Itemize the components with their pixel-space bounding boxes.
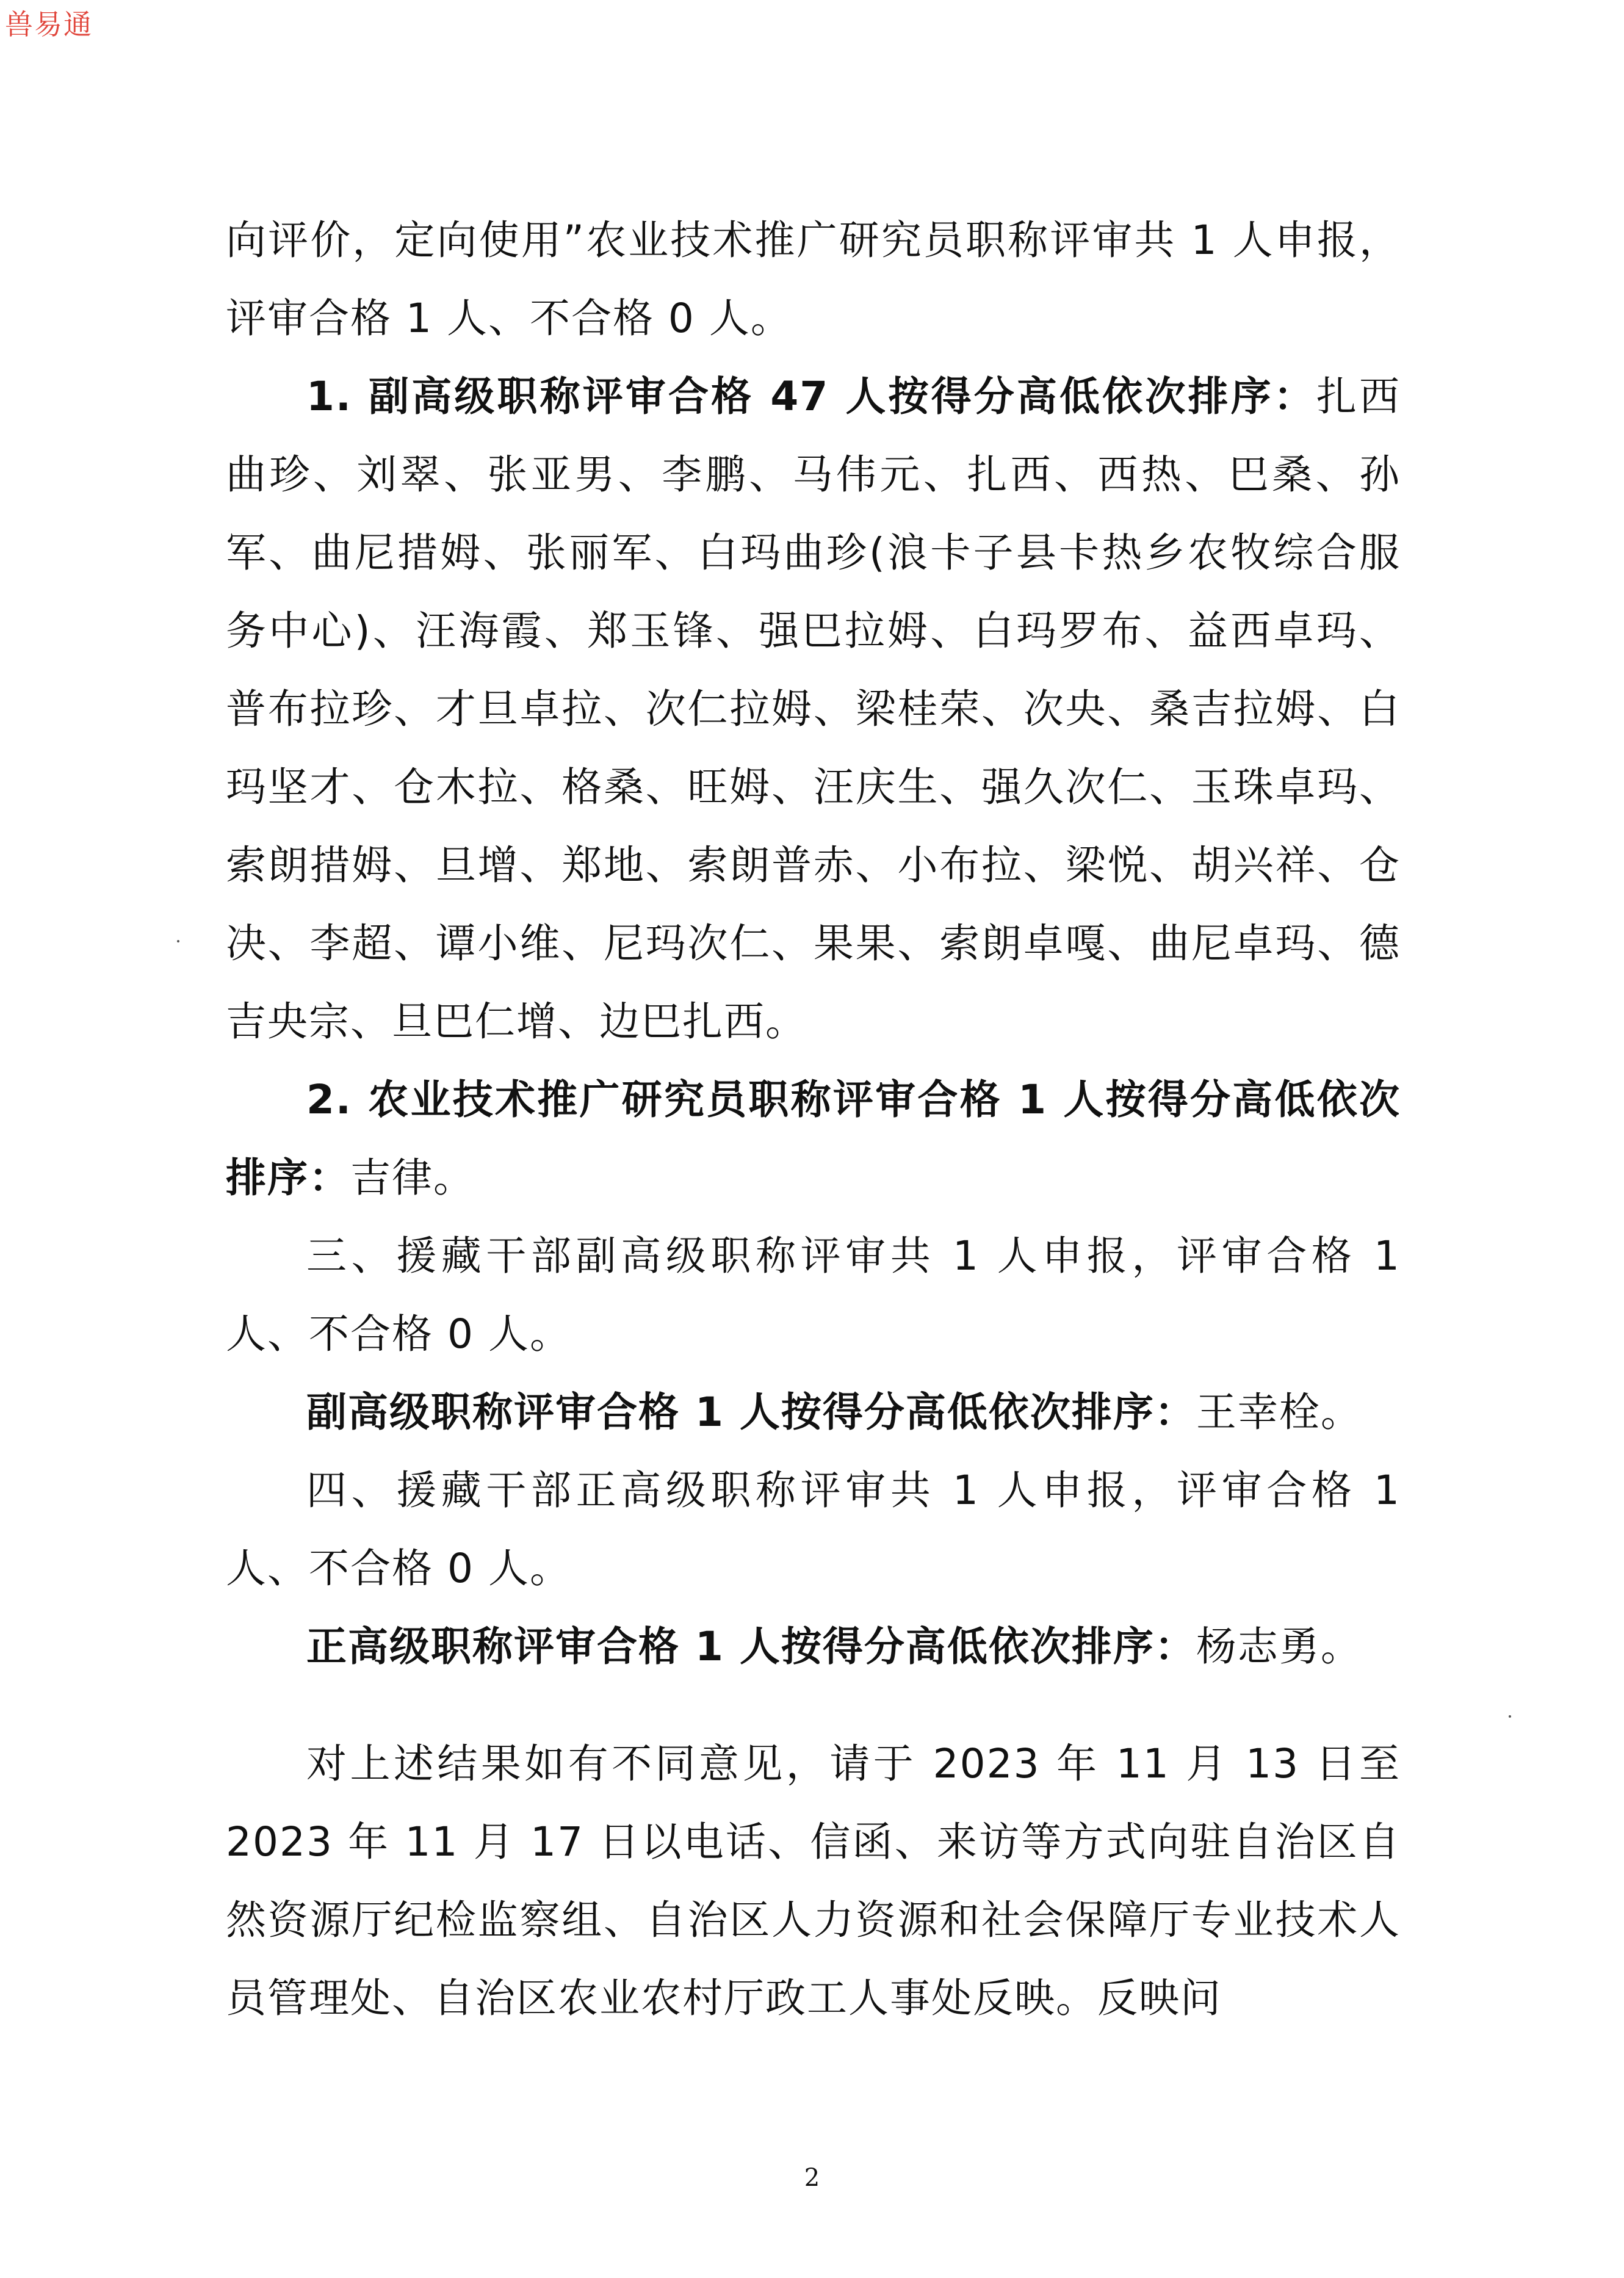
associate-senior-names: 扎西曲珍、刘翠、张亚男、李鹏、马伟元、扎西、西热、巴桑、孙军、曲尼措姆、张丽军、白玛曲珍(浪卡子县卡热乡农牧综合服务中心)、汪海霞、郑玉锋、强巴拉姆、白玛罗布、益西卓玛、普布拉珍、才旦卓拉、次仁拉姆、梁桂荣、次央、桑吉拉姆、白玛坚才、仓木拉、格桑、旺姆、汪庆生、强久次仁、玉珠卓玛、索朗措姆、旦增、郑地、索朗普赤、小布拉、梁悦、胡兴祥、仓决、李超、谭小维、尼玛次仁、果果、索朗卓嘎、曲尼卓玛、德吉央宗、旦巴仁增、边巴扎西。 [226,373,1401,1045]
paragraph-aid-senior-list [226,1608,1401,1686]
paragraph-aid-associate-list [226,1373,1401,1452]
paragraph-researcher-list [226,1061,1401,1217]
paragraph-intro-continuation: 向评价，定向使用”农业技术推广研究员职称评审共 1 人申报，评审合格 1 人、不合格 0 人。 [226,217,1401,342]
page-number: 2 [804,2164,820,2192]
section-three-heading: 三、援藏干部副高级职称评审共 1 人申报，评审合格 1 人、不合格 0 人。 [226,1232,1401,1358]
document-body [226,201,1401,2038]
section-four-heading: 四、援藏干部正高级职称评审共 1 人申报，评审合格 1 人、不合格 0 人。 [226,1467,1401,1592]
aid-associate-heading: 副高级职称评审合格 1 人按得分高低依次排序： [306,1389,1196,1436]
scan-speck [1509,1715,1511,1718]
watermark-logo: 兽易通 [5,8,93,41]
researcher-heading: 2. 农业技术推广研究员职称评审合格 1 人按得分高低依次排序： [226,1076,1401,1201]
aid-senior-heading: 正高级职称评审合格 1 人按得分高低依次排序： [306,1623,1196,1670]
paragraph-associate-senior-list [226,358,1401,1061]
associate-senior-heading: 1. 副高级职称评审合格 47 人按得分高低依次排序： [306,373,1316,420]
aid-associate-names: 王幸栓。 [1196,1389,1362,1436]
paragraph-gap [226,1686,1401,1725]
scan-speck [177,940,179,942]
paragraph-objection-notice: 对上述结果如有不同意见，请于 2023 年 11 月 13 日至 2023 年 11 月 17 日以电话、信函、来访等方式向驻自治区自然资源厅纪检监察组、自治区人力资源和社会保障厅专业技术人员管理处、自治区农业农村厅政工人事处反映。反映问 [226,1740,1401,2022]
researcher-names: 吉律。 [350,1154,475,1201]
aid-senior-names: 杨志勇。 [1196,1623,1362,1670]
